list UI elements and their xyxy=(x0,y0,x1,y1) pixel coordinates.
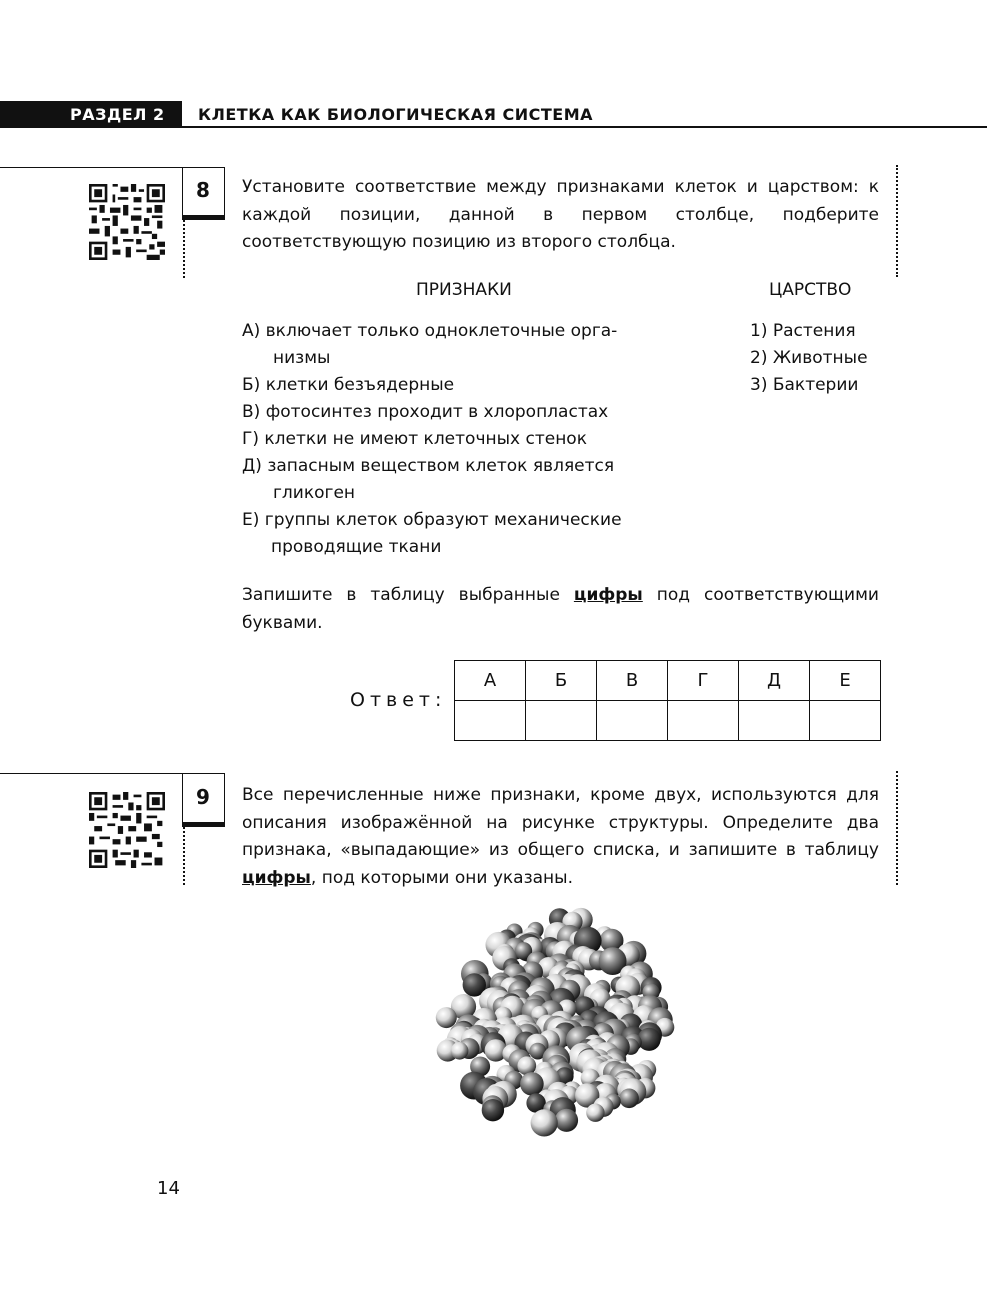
task9-qr-code-icon xyxy=(89,792,165,868)
task8-number-bar xyxy=(182,215,225,220)
feature-item: Д) запасным веществом клеток является гликоген xyxy=(242,456,615,503)
atom-sphere xyxy=(482,1099,504,1121)
task8-intro: Установите соответствие между признаками клеток и царством: к каждой позиции, данной в первом столбце, подберите соответствующую позицию из второго столбца. xyxy=(242,177,879,252)
section-title: КЛЕТКА КАК БИОЛОГИЧЕСКАЯ СИСТЕМА xyxy=(198,105,593,124)
answer-cell-g[interactable] xyxy=(668,701,739,741)
kingdom-item: 3) Бактерии xyxy=(750,375,859,395)
answer-label: Ответ: xyxy=(350,689,447,711)
kingdom-item: 2) Животные xyxy=(750,348,868,368)
answer-letter: Д xyxy=(739,661,810,701)
features-column-header: ПРИЗНАКИ xyxy=(416,280,512,300)
task8-instruction: Запишите в таблицу выбранные цифры под соответствующими буквами. xyxy=(242,585,879,633)
answer-letter: Е xyxy=(810,661,881,701)
section-badge xyxy=(0,101,182,127)
answer-letters-row xyxy=(455,661,881,701)
features-list xyxy=(242,318,682,561)
task9-dotted-line xyxy=(183,827,185,885)
answer-letter: Б xyxy=(526,661,597,701)
feature-item: В) фотосинтез проходит в хлоропластах xyxy=(242,402,609,422)
atom-sphere xyxy=(619,1089,639,1109)
task9-number-divider xyxy=(182,773,183,824)
page-number: 14 xyxy=(157,1178,180,1199)
answer-letter: В xyxy=(597,661,668,701)
atom-sphere xyxy=(531,1109,558,1136)
task8-number-divider xyxy=(182,167,183,218)
task9-top-rule xyxy=(0,773,224,774)
task8-number: 8 xyxy=(196,178,210,202)
answer-cell-b[interactable] xyxy=(526,701,597,741)
task8-dotted-line xyxy=(183,220,185,278)
feature-item: Г) клетки не имеют клеточных стенок xyxy=(242,429,587,449)
answer-letter: Г xyxy=(668,661,739,701)
answer-cell-v[interactable] xyxy=(597,701,668,741)
answer-cell-a[interactable] xyxy=(455,701,526,741)
kingdom-column-header: ЦАРСТВО xyxy=(769,280,852,300)
answer-cell-d[interactable] xyxy=(739,701,810,741)
answer-letter: А xyxy=(455,661,526,701)
answer-input-row xyxy=(455,701,881,741)
answer-table xyxy=(454,660,881,741)
task9-dotted-line-right xyxy=(896,771,898,885)
feature-item: Е) группы клеток образуют механические проводящие ткани xyxy=(242,510,622,557)
task9-number-bar xyxy=(182,822,225,827)
digits-emphasis: цифры xyxy=(573,585,643,605)
task8-number-divider-right xyxy=(224,167,225,218)
atom-sphere xyxy=(436,1007,457,1028)
answer-cell-e[interactable] xyxy=(810,701,881,741)
task9-number: 9 xyxy=(196,785,210,809)
kingdom-list xyxy=(750,318,868,399)
task9-number-divider-right xyxy=(224,773,225,824)
feature-item: Б) клетки безъядерные xyxy=(242,375,455,395)
task8-qr-code-icon xyxy=(89,184,165,260)
protein-structure-image xyxy=(425,903,690,1148)
atom-sphere xyxy=(451,1042,469,1060)
task9-intro: Все перечисленные ниже признаки, кроме двух, используются для описания изображённой на рисунке структуры. Определите два признака, «выпадающие» из общего списка, и запишите в таблицу цифры, под которыми они указаны. xyxy=(242,785,879,888)
feature-item: А) включает только одноклеточные орга- низмы xyxy=(242,321,618,368)
atom-sphere xyxy=(555,1109,578,1132)
section-label: РАЗДЕЛ 2 xyxy=(70,105,165,124)
atom-sphere xyxy=(520,1072,544,1096)
task8-top-rule xyxy=(0,167,224,168)
atom-sphere xyxy=(586,1104,604,1122)
task8-dotted-line-right xyxy=(896,165,898,277)
digits-emphasis: цифры xyxy=(242,867,311,888)
kingdom-item: 1) Растения xyxy=(750,321,856,341)
